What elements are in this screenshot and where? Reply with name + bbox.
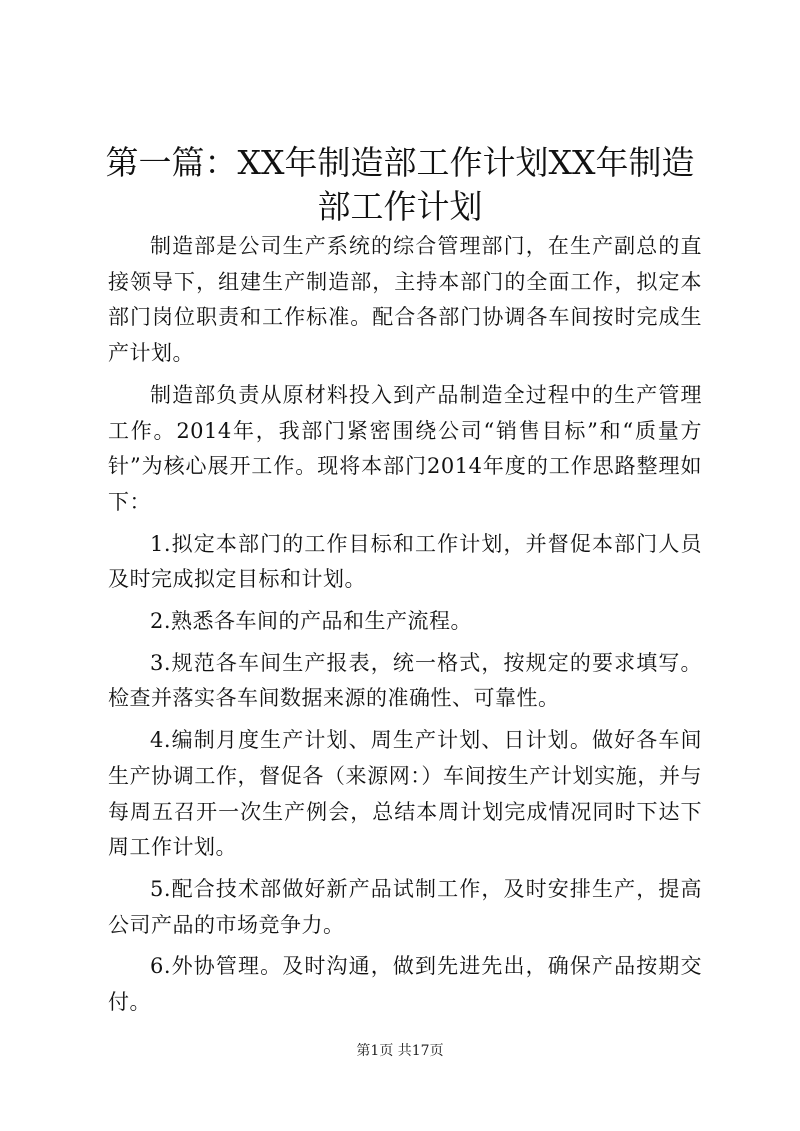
paragraph-overview: 制造部负责从原材料投入到产品制造全过程中的生产管理工作。2014年，我部门紧密围绕公司“销售目标”和“质量方针”为核心展开工作。现将本部门2014年度的工作思路整理如下： [108,382,702,514]
list-item-2: 2.熟悉各车间的产品和生产流程。 [150,609,473,634]
list-item-5: 5.配合技术部做好新产品试制工作，及时安排生产，提高公司产品的市场竞争力。 [108,876,702,937]
list-item-1: 1.拟定本部门的工作目标和工作计划，并督促本部门人员及时完成拟定目标和计划。 [108,531,702,592]
document-title: 第一篇：XX年制造部工作计划XX年制造部工作计划 [105,143,695,226]
paragraph-intro: 制造部是公司生产系统的综合管理部门，在生产副总的直接领导下，组建生产制造部，主持本部门的全面工作，拟定本部门岗位职责和工作标准。配合各部门协调各车间按时完成生产计划。 [108,234,702,366]
list-item-6: 6.外协管理。及时沟通，做到先进先出，确保产品按期交付。 [108,954,702,1015]
document-body [108,229,702,1027]
page-number-footer: 第1页 共17页 [356,1043,444,1059]
list-item-3: 3.规范各车间生产报表，统一格式，按规定的要求填写。检查并落实各车间数据来源的准确性、可靠性。 [108,650,702,711]
list-item-4: 4.编制月度生产计划、周生产计划、日计划。做好各车间生产协调工作，督促各（来源网：）车间按生产计划实施，并与每周五召开一次生产例会，总结本周计划完成情况同时下达下周工作计划。 [108,728,702,860]
